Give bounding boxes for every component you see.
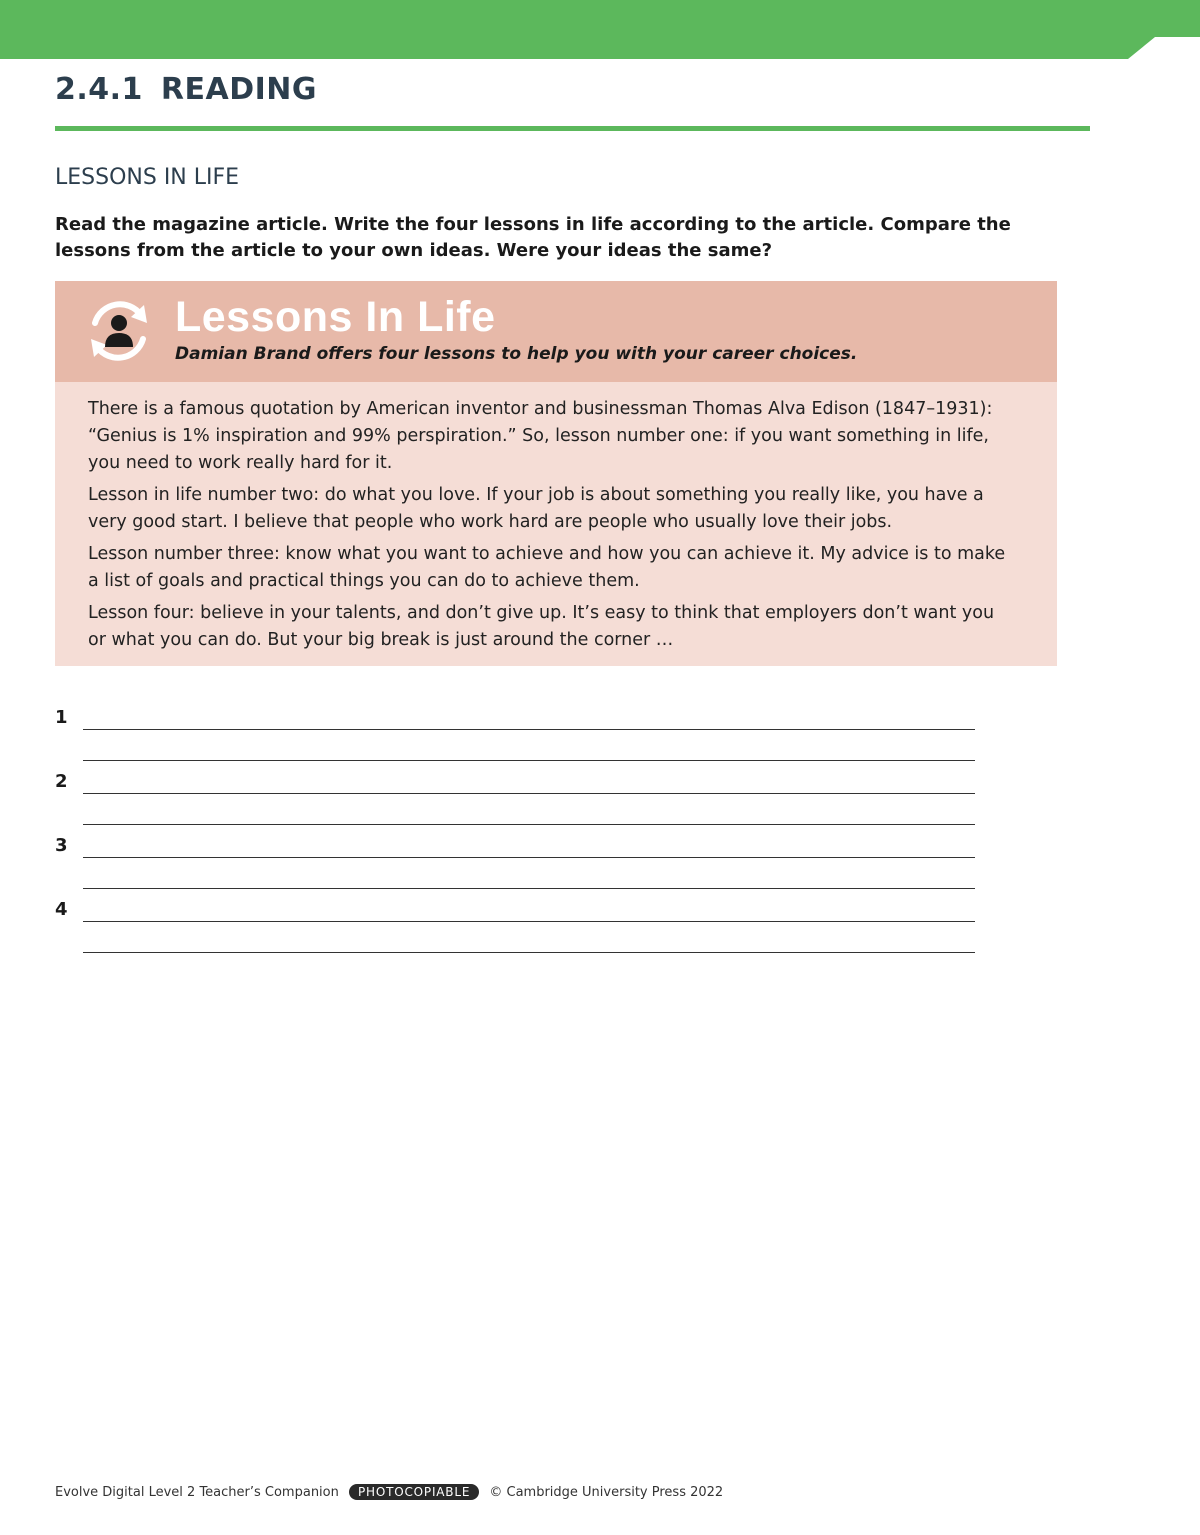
answer-lines <box>55 705 980 961</box>
instructions-text: Read the magazine article. Write the four lessons in life according to the article. Compare the lessons from the article to your own ideas. Were your ideas the same? <box>55 214 1011 261</box>
answer-item[interactable] <box>55 705 980 769</box>
article-body <box>88 396 1008 659</box>
article-byline: Damian Brand offers four lessons to help you with your career choices. <box>175 344 858 364</box>
answer-line[interactable] <box>83 824 975 825</box>
article-paragraph: Lesson number three: know what you want to achieve and how you can achieve it. My advice is to make a list of goals and practical things you can do to achieve them. <box>88 544 1006 591</box>
article-paragraph: There is a famous quotation by American inventor and businessman Thomas Alva Edison (1847–1931): “Genius is 1% inspiration and 99% perspiration.” So, lesson number one: if you want something in life, you need to work really hard for it. <box>88 399 993 473</box>
article-paragraph: Lesson four: believe in your talents, and don’t give up. It’s easy to think that employers don’t want you or what you can do. But your big break is just around the corner … <box>88 603 995 650</box>
answer-line[interactable] <box>83 888 975 889</box>
answer-number: 1 <box>55 707 68 728</box>
top-band-shape <box>0 0 1200 59</box>
page-footer <box>55 1484 723 1500</box>
answer-line[interactable] <box>83 729 975 730</box>
worksheet-subtitle: LESSONS IN LIFE <box>55 165 240 190</box>
answer-number: 4 <box>55 899 68 920</box>
photocopiable-badge: PHOTOCOPIABLE <box>349 1484 479 1500</box>
answer-item[interactable] <box>55 833 980 897</box>
article-box <box>55 281 1057 666</box>
heading-rule <box>55 126 1090 131</box>
top-green-band <box>0 0 1200 59</box>
answer-line[interactable] <box>83 952 975 953</box>
section-number: 2.4.1 <box>55 72 143 107</box>
answer-number: 3 <box>55 835 68 856</box>
footer-title: Evolve Digital Level 2 Teacher’s Companion <box>55 1485 339 1500</box>
answer-line[interactable] <box>83 760 975 761</box>
answer-line[interactable] <box>83 921 975 922</box>
article-title: Lessons In Life <box>175 293 496 341</box>
answer-line[interactable] <box>83 857 975 858</box>
answer-line[interactable] <box>83 793 975 794</box>
footer-copyright: © Cambridge University Press 2022 <box>489 1485 724 1500</box>
answer-item[interactable] <box>55 769 980 833</box>
section-title: READING <box>160 72 318 107</box>
article-header <box>55 281 1057 382</box>
article-paragraph: Lesson in life number two: do what you love. If your job is about something you really like, you have a very good start. I believe that people who work hard are people who usually love their jobs. <box>88 485 984 532</box>
answer-number: 2 <box>55 771 68 792</box>
answer-item[interactable] <box>55 897 980 961</box>
section-heading <box>55 72 317 107</box>
person-cycle-icon <box>83 295 155 367</box>
